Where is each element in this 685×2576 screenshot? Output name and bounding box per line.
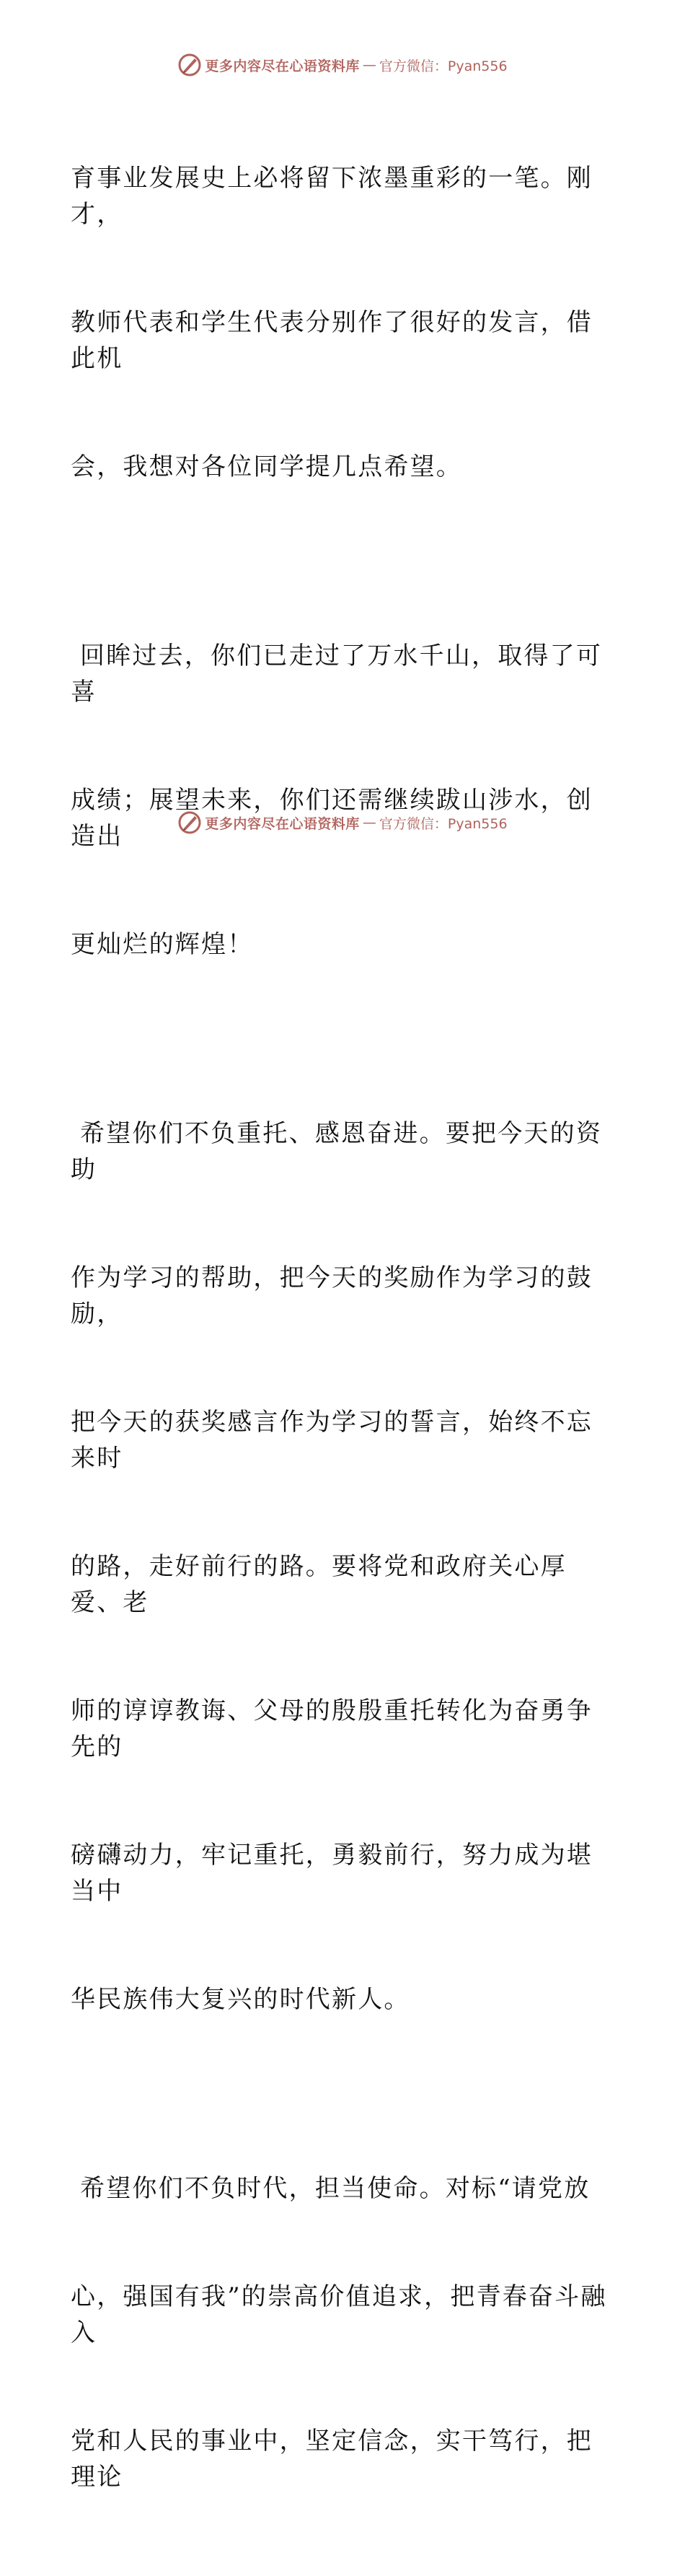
- header-sub-text: 官方微信：Pyan556: [379, 58, 508, 74]
- paragraph: [71, 1043, 619, 2090]
- quill-logo-icon: [177, 53, 202, 77]
- footer-banner: [0, 808, 685, 837]
- paragraph: [71, 566, 619, 1035]
- text-line: 会，我想对各位同学提几点希望。: [71, 452, 462, 481]
- text-line: 育事业发展史上必将留下浓墨重彩的一笔。刚才，: [71, 164, 593, 229]
- text-line: 回眸过去，你们已走过了万水千山，取得了可喜: [71, 641, 603, 706]
- text-line: 师的谆谆教诲、父母的殷殷重托转化为奋勇争先的: [71, 1696, 593, 1761]
- footer-main-text: 更多内容尽在心语资料库: [205, 815, 360, 832]
- header-main-text: 更多内容尽在心语资料库: [205, 58, 360, 74]
- document-body: [71, 88, 619, 2576]
- text-line: 的路，走好前行的路。要将党和政府关心厚爱、老: [71, 1552, 567, 1617]
- text-line: 把今天的获奖感言作为学习的誓言，始终不忘来时: [71, 1408, 593, 1473]
- text-line: 教师代表和学生代表分别作了很好的发言，借此机: [71, 308, 593, 373]
- quill-logo-icon: [177, 810, 202, 835]
- header-dash: —: [362, 57, 376, 73]
- text-line: 作为学习的帮助，把今天的奖励作为学习的鼓励，: [71, 1263, 593, 1328]
- text-line: 成绩；展望未来，你们还需继续跋山涉水，创造出: [71, 786, 593, 851]
- paragraph: [71, 88, 619, 557]
- header-banner: [0, 51, 685, 79]
- text-line: 华民族伟大复兴的时代新人。: [71, 1985, 410, 2014]
- paragraph: [71, 2098, 619, 2567]
- text-line: 心，强国有我”的崇高价值追求，把青春奋斗融入: [71, 2282, 607, 2347]
- footer-sub-text: 官方微信：Pyan556: [379, 815, 508, 832]
- text-line: 磅礴动力，牢记重托，勇毅前行，努力成为堪当中: [71, 1841, 593, 1906]
- text-line: 更灿烂的辉煌！: [71, 930, 254, 959]
- footer-dash: —: [362, 815, 376, 831]
- text-line: 希望你们不负重托、感恩奋进。要把今天的资助: [71, 1119, 603, 1184]
- text-line: 党和人民的事业中，坚定信念，实干笃行，把理论: [71, 2427, 593, 2492]
- text-line: 希望你们不负时代，担当使命。对标“请党放: [71, 2174, 591, 2203]
